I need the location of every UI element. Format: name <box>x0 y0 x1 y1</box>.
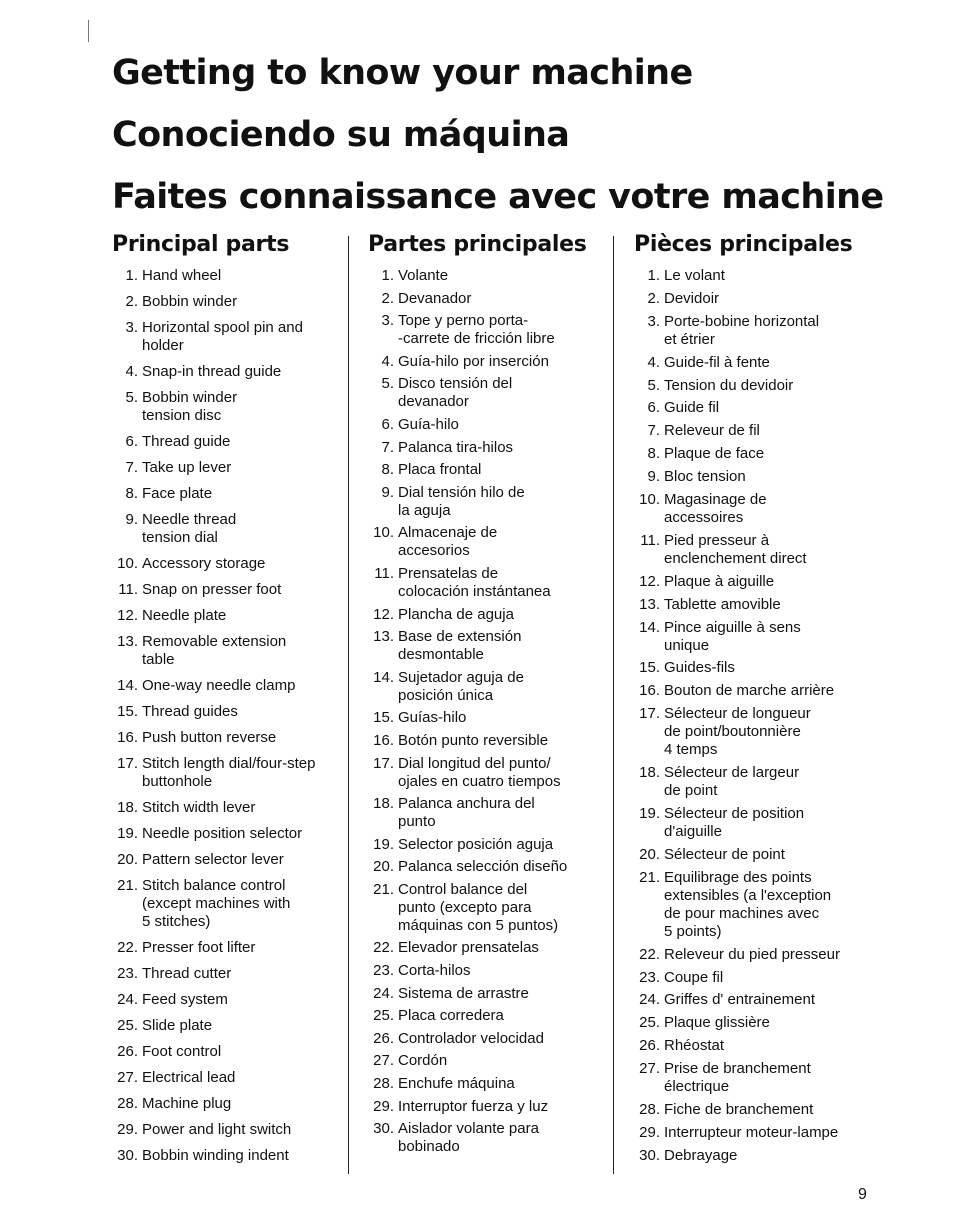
item-text: Palanca anchura del punto <box>398 795 535 831</box>
item-text: Thread cutter <box>142 965 232 982</box>
item-number: 8. <box>647 445 660 463</box>
item-number: 26. <box>639 1037 660 1055</box>
item-text: Disco tensión del devanador <box>398 375 513 411</box>
item-number: 27. <box>639 1060 660 1078</box>
list-item <box>112 511 340 547</box>
item-number: 8. <box>381 461 394 479</box>
item-number: 21. <box>639 868 660 886</box>
list-item <box>368 669 608 705</box>
list-item <box>368 858 608 876</box>
list-item <box>368 312 608 348</box>
item-number: 27. <box>373 1052 394 1070</box>
title-spanish: Conociendo su máquina <box>112 115 570 155</box>
list-item <box>112 459 340 477</box>
item-number: 10. <box>639 491 660 509</box>
list-item <box>112 677 340 695</box>
item-number: 23. <box>639 968 660 986</box>
item-text: Almacenaje de accesorios <box>398 524 498 560</box>
item-number: 21. <box>373 880 394 898</box>
item-text: Le volant <box>664 267 725 284</box>
list-item <box>112 799 340 817</box>
list-item <box>368 962 608 980</box>
item-number: 22. <box>117 939 138 956</box>
list-item <box>634 445 874 463</box>
item-text: Palanca selección diseño <box>398 858 568 876</box>
item-text: Bloc tension <box>664 468 746 486</box>
list-item <box>634 468 874 486</box>
item-text: Machine plug <box>142 1095 232 1112</box>
item-number: 14. <box>117 677 138 694</box>
list-item <box>634 399 874 417</box>
list-item <box>112 1017 340 1035</box>
item-text: Debrayage <box>664 1146 738 1164</box>
item-text: Foot control <box>142 1043 222 1060</box>
list-item <box>368 1052 608 1070</box>
item-text: Guía-hilo por inserción <box>398 352 549 370</box>
item-number: 16. <box>117 729 138 746</box>
item-text: Sélecteur de longueur de point/boutonnière 4 temps <box>664 705 811 759</box>
item-text: Base de extensión desmontable <box>398 628 522 664</box>
item-number: 29. <box>373 1097 394 1115</box>
column-french <box>634 232 874 1170</box>
parts-list-french <box>634 267 874 1165</box>
list-item <box>368 985 608 1003</box>
item-text: Stitch balance control (except machines with 5 stitches) <box>142 877 291 930</box>
item-text: Tablette amovible <box>664 595 781 613</box>
list-item <box>368 375 608 411</box>
item-number: 16. <box>373 731 394 749</box>
item-text: Push button reverse <box>142 729 277 746</box>
item-text: Face plate <box>142 485 213 502</box>
item-text: Thread guides <box>142 703 238 720</box>
item-number: 30. <box>117 1147 138 1164</box>
item-text: Pattern selector lever <box>142 851 284 868</box>
list-item <box>112 1069 340 1087</box>
list-item <box>368 1098 608 1116</box>
item-text: Cordón <box>398 1052 448 1070</box>
list-item <box>368 795 608 831</box>
item-text: Sujetador aguja de posición única <box>398 668 524 704</box>
item-number: 3. <box>125 319 138 336</box>
heading-principal-parts: Principal parts <box>112 232 290 257</box>
item-number: 5. <box>647 376 660 394</box>
list-item <box>112 267 340 285</box>
list-item <box>634 969 874 987</box>
title-french: Faites connaissance avec votre machine <box>112 177 884 217</box>
list-item <box>112 1147 340 1165</box>
list-item <box>634 377 874 395</box>
column-divider <box>613 236 614 1174</box>
item-text: Plaque de face <box>664 445 765 463</box>
list-item <box>634 1060 874 1096</box>
list-item <box>634 1014 874 1032</box>
title-english: Getting to know your machine <box>112 53 693 93</box>
item-text: Hand wheel <box>142 267 222 284</box>
list-item <box>112 851 340 869</box>
item-text: Sélecteur de point <box>664 845 785 863</box>
item-text: Horizontal spool pin and holder <box>142 319 303 354</box>
list-item <box>112 433 340 451</box>
list-item <box>634 869 874 941</box>
list-item <box>112 607 340 625</box>
item-text: Guía-hilo <box>398 415 459 433</box>
item-text: Enchufe máquina <box>398 1075 515 1093</box>
heading-pieces-principales: Pièces principales <box>634 232 853 257</box>
list-item <box>634 1037 874 1055</box>
item-number: 7. <box>125 459 138 476</box>
item-number: 11. <box>374 564 394 582</box>
item-number: 20. <box>373 858 394 876</box>
item-text: Sélecteur de largeur de point <box>664 764 800 800</box>
list-item <box>112 1095 340 1113</box>
item-text: Snap on presser foot <box>142 581 282 598</box>
item-number: 23. <box>373 962 394 980</box>
item-text: Stitch width lever <box>142 799 256 816</box>
item-number: 17. <box>639 705 660 723</box>
item-number: 24. <box>117 991 138 1008</box>
item-number: 10. <box>373 524 394 542</box>
item-number: 12. <box>117 607 138 624</box>
item-text: Bouton de marche arrière <box>664 682 835 700</box>
list-item <box>368 836 608 854</box>
list-item <box>112 965 340 983</box>
list-item <box>634 991 874 1009</box>
item-text: Controlador velocidad <box>398 1029 544 1047</box>
item-text: Porte-bobine horizontal et étrier <box>664 312 820 348</box>
list-item <box>368 353 608 371</box>
list-item <box>368 565 608 601</box>
item-text: Electrical lead <box>142 1069 236 1086</box>
list-item <box>634 313 874 349</box>
item-text: Aislador volante para bobinado <box>398 1120 539 1156</box>
item-number: 11. <box>640 531 660 549</box>
list-item <box>368 628 608 664</box>
item-number: 24. <box>639 991 660 1009</box>
item-number: 3. <box>647 312 660 330</box>
item-text: Removable extension table <box>142 633 287 668</box>
list-item <box>112 633 340 669</box>
item-text: Take up lever <box>142 459 232 476</box>
item-number: 19. <box>639 805 660 823</box>
item-number: 4. <box>381 352 394 370</box>
item-number: 23. <box>117 965 138 982</box>
item-number: 21. <box>117 877 138 894</box>
item-text: Power and light switch <box>142 1121 292 1138</box>
list-item <box>368 709 608 727</box>
item-number: 11. <box>118 581 138 598</box>
item-text: Devanador <box>398 289 472 307</box>
item-text: Bobbin winder <box>142 293 238 310</box>
item-number: 2. <box>125 293 138 310</box>
parts-list-spanish <box>368 267 608 1156</box>
item-text: Plaque à aiguille <box>664 572 775 590</box>
item-text: Releveur de fil <box>664 422 760 440</box>
list-item <box>634 946 874 964</box>
column-divider <box>348 236 349 1174</box>
item-number: 4. <box>647 353 660 371</box>
list-item <box>368 881 608 935</box>
column-spanish <box>368 232 608 1161</box>
item-number: 19. <box>373 835 394 853</box>
list-item <box>634 659 874 677</box>
item-text: One-way needle clamp <box>142 677 296 694</box>
list-item <box>368 439 608 457</box>
item-number: 13. <box>639 595 660 613</box>
list-item <box>112 939 340 957</box>
list-item <box>634 290 874 308</box>
item-text: Pince aiguille à sens unique <box>664 618 801 654</box>
item-number: 10. <box>117 555 138 572</box>
item-text: Elevador prensatelas <box>398 939 539 957</box>
item-number: 20. <box>117 851 138 868</box>
item-number: 25. <box>117 1017 138 1034</box>
item-text: Bobbin winding indent <box>142 1147 289 1164</box>
item-number: 1. <box>125 267 138 284</box>
item-number: 12. <box>639 572 660 590</box>
item-number: 29. <box>639 1123 660 1141</box>
item-text: Tope y perno porta- -carrete de fricción libre <box>398 312 555 348</box>
list-item <box>368 1030 608 1048</box>
list-item <box>634 573 874 591</box>
item-number: 13. <box>117 633 138 650</box>
item-text: Guías-hilo <box>398 709 467 727</box>
item-number: 6. <box>125 433 138 450</box>
item-text: Pied presseur à enclenchement direct <box>664 531 807 567</box>
list-item <box>368 755 608 791</box>
item-text: Sistema de arrastre <box>398 984 529 1002</box>
heading-partes-principales: Partes principales <box>368 232 587 257</box>
list-item <box>112 877 340 931</box>
item-number: 14. <box>639 618 660 636</box>
list-item <box>112 825 340 843</box>
item-number: 18. <box>639 764 660 782</box>
list-item <box>368 1120 608 1156</box>
item-text: Tension du devidoir <box>664 376 794 394</box>
item-text: Thread guide <box>142 433 231 450</box>
item-text: Plancha de aguja <box>398 605 514 623</box>
item-number: 3. <box>381 312 394 330</box>
item-text: Griffes d' entrainement <box>664 991 815 1009</box>
item-number: 4. <box>125 363 138 380</box>
list-item <box>112 555 340 573</box>
item-text: Interrupteur moteur-lampe <box>664 1123 839 1141</box>
list-item <box>368 267 608 285</box>
item-number: 24. <box>373 984 394 1002</box>
item-text: Needle plate <box>142 607 227 624</box>
item-number: 17. <box>117 755 138 772</box>
item-number: 30. <box>373 1120 394 1138</box>
list-item <box>634 491 874 527</box>
item-number: 15. <box>373 709 394 727</box>
list-item <box>634 354 874 372</box>
item-number: 27. <box>117 1069 138 1086</box>
item-text: Plaque glissière <box>664 1014 770 1032</box>
list-item <box>112 1043 340 1061</box>
item-text: Guide-fil à fente <box>664 353 770 371</box>
list-item <box>634 1147 874 1165</box>
list-item <box>634 1101 874 1119</box>
item-number: 19. <box>117 825 138 842</box>
item-number: 20. <box>639 845 660 863</box>
item-number: 1. <box>381 267 394 284</box>
list-item <box>368 1075 608 1093</box>
list-item <box>112 485 340 503</box>
item-text: Releveur du pied presseur <box>664 945 840 963</box>
list-item <box>634 764 874 800</box>
item-text: Coupe fil <box>664 968 724 986</box>
item-text: Magasinage de accessoires <box>664 491 767 527</box>
list-item <box>634 267 874 285</box>
item-text: Bobbin winder tension disc <box>142 389 238 424</box>
list-item <box>368 732 608 750</box>
list-item <box>112 363 340 381</box>
item-text: Botón punto reversible <box>398 731 549 749</box>
item-number: 1. <box>647 267 660 284</box>
item-number: 29. <box>117 1121 138 1138</box>
item-text: Control balance del punto (excepto para máquinas con 5 puntos) <box>398 880 559 934</box>
list-item <box>112 991 340 1009</box>
item-number: 26. <box>373 1029 394 1047</box>
list-item <box>368 416 608 434</box>
item-number: 14. <box>373 668 394 686</box>
item-text: Guides-fils <box>664 659 735 677</box>
item-number: 12. <box>373 605 394 623</box>
list-item <box>368 524 608 560</box>
item-text: Placa frontal <box>398 461 482 479</box>
item-text: Rhéostat <box>664 1037 725 1055</box>
list-item <box>634 705 874 759</box>
list-item <box>368 484 608 520</box>
item-number: 28. <box>639 1101 660 1119</box>
list-item <box>634 682 874 700</box>
list-item <box>368 606 608 624</box>
item-number: 30. <box>639 1146 660 1164</box>
item-text: Needle position selector <box>142 825 303 842</box>
item-text: Interruptor fuerza y luz <box>398 1097 549 1115</box>
item-text: Prensatelas de colocación instántanea <box>398 564 551 600</box>
item-text: Selector posición aguja <box>398 835 554 853</box>
item-number: 22. <box>373 939 394 957</box>
list-item <box>112 319 340 355</box>
list-item <box>368 461 608 479</box>
item-number: 15. <box>639 659 660 677</box>
item-text: Accessory storage <box>142 555 266 572</box>
item-number: 7. <box>647 422 660 440</box>
list-item <box>634 805 874 841</box>
column-english <box>112 232 340 1173</box>
item-number: 26. <box>117 1043 138 1060</box>
list-item <box>368 1007 608 1025</box>
item-text: Palanca tira-hilos <box>398 438 514 456</box>
list-item <box>112 293 340 311</box>
item-number: 7. <box>381 438 394 456</box>
item-text: Equilibrage des points extensibles (a l'exception de pour machines avec 5 points) <box>664 868 832 940</box>
item-number: 9. <box>125 511 138 528</box>
title-block <box>112 42 912 228</box>
item-number: 18. <box>373 795 394 813</box>
list-item <box>634 596 874 614</box>
item-number: 6. <box>381 415 394 433</box>
item-number: 28. <box>373 1075 394 1093</box>
item-text: Corta-hilos <box>398 962 471 980</box>
list-item <box>112 703 340 721</box>
page-number: 9 <box>858 1186 867 1203</box>
item-text: Devidoir <box>664 289 720 307</box>
item-text: Snap-in thread guide <box>142 363 282 380</box>
item-text: Slide plate <box>142 1017 213 1034</box>
item-text: Feed system <box>142 991 228 1008</box>
item-text: Guide fil <box>664 399 720 417</box>
item-number: 28. <box>117 1095 138 1112</box>
item-number: 8. <box>125 485 138 502</box>
list-item <box>634 532 874 568</box>
item-text: Needle thread tension dial <box>142 511 237 546</box>
list-item <box>112 1121 340 1139</box>
item-number: 25. <box>373 1007 394 1025</box>
item-text: Stitch length dial/four-step buttonhole <box>142 755 316 790</box>
item-text: Presser foot lifter <box>142 939 256 956</box>
list-item <box>634 422 874 440</box>
list-item <box>634 846 874 864</box>
item-number: 17. <box>373 754 394 772</box>
item-text: Dial tensión hilo de la aguja <box>398 483 525 519</box>
item-text: Dial longitud del punto/ ojales en cuatro tiempos <box>398 754 561 790</box>
item-number: 5. <box>381 375 394 393</box>
item-number: 6. <box>647 399 660 417</box>
item-number: 9. <box>647 468 660 486</box>
item-number: 13. <box>373 628 394 646</box>
item-text: Prise de branchement électrique <box>664 1060 811 1096</box>
list-item <box>112 581 340 599</box>
list-item <box>112 729 340 747</box>
item-text: Sélecteur de position d'aiguille <box>664 805 805 841</box>
list-item <box>634 1124 874 1142</box>
page-edge-mark <box>88 20 89 42</box>
list-item <box>634 619 874 655</box>
item-number: 15. <box>117 703 138 720</box>
list-item <box>368 939 608 957</box>
item-number: 5. <box>125 389 138 406</box>
item-number: 2. <box>381 289 394 307</box>
list-item <box>112 755 340 791</box>
item-number: 25. <box>639 1014 660 1032</box>
item-text: Fiche de branchement <box>664 1101 814 1119</box>
item-number: 16. <box>639 682 660 700</box>
item-text: Volante <box>398 267 449 284</box>
parts-list-english <box>112 267 340 1165</box>
list-item <box>112 389 340 425</box>
item-number: 9. <box>381 483 394 501</box>
item-number: 18. <box>117 799 138 816</box>
list-item <box>368 290 608 308</box>
item-number: 2. <box>647 289 660 307</box>
item-text: Placa corredera <box>398 1007 504 1025</box>
item-number: 22. <box>639 945 660 963</box>
